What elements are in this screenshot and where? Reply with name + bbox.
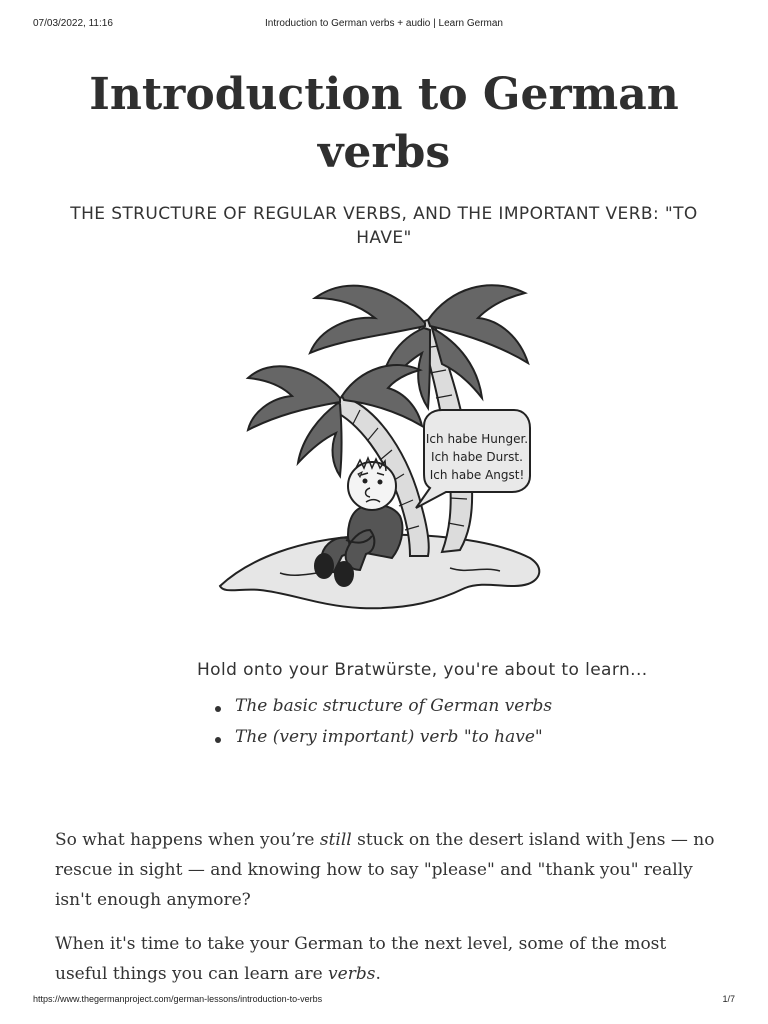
list-item-text: The (very important) verb "to have" (235, 727, 543, 747)
paragraph-text: stuck on the desert island with Jens — no rescue in sight — and knowing how to say "please" and "thank you" really isn't enough anymore? (55, 830, 715, 910)
speech-line-1: Ich habe Hunger. (425, 432, 529, 446)
print-footer (0, 992, 768, 1008)
print-header (0, 14, 768, 34)
emphasis-text: still (319, 830, 352, 850)
intro-line: Hold onto your Bratwürste, you're about to learn... (197, 660, 648, 680)
print-document-title: Introduction to German verbs + audio | Learn German (264, 18, 503, 29)
page-title: Introduction to German verbs (89, 69, 679, 178)
emphasis-text: verbs (328, 964, 376, 984)
print-url: https://www.thegermanproject.com/german-lessons/introduction-to-verbs (33, 994, 323, 1004)
print-datetime: 07/03/2022, 11:16 (33, 18, 113, 29)
speech-line-2: Ich habe Durst. (431, 450, 523, 464)
page-number: 1/7 (722, 994, 735, 1004)
paragraph-desert-island (55, 825, 715, 915)
paragraph-text: . (375, 964, 381, 984)
palm-fronds-right (310, 285, 528, 408)
list-item-text: The basic structure of German verbs (235, 696, 553, 716)
paragraph-next-level (55, 929, 715, 989)
learn-list (212, 696, 692, 758)
list-item (212, 696, 692, 727)
bullet-icon (215, 737, 221, 743)
desert-island-illustration (210, 268, 550, 618)
paragraph-text: So what happens when you’re (55, 830, 320, 850)
list-item (212, 727, 692, 758)
bullet-icon (215, 706, 221, 712)
page-subtitle: THE STRUCTURE OF REGULAR VERBS, AND THE IMPORTANT VERB: "TO HAVE" (70, 204, 698, 248)
speech-line-3: Ich habe Angst! (429, 468, 525, 482)
paragraph-text: When it's time to take your German to the next level, some of the most useful things you can learn are (55, 934, 667, 984)
